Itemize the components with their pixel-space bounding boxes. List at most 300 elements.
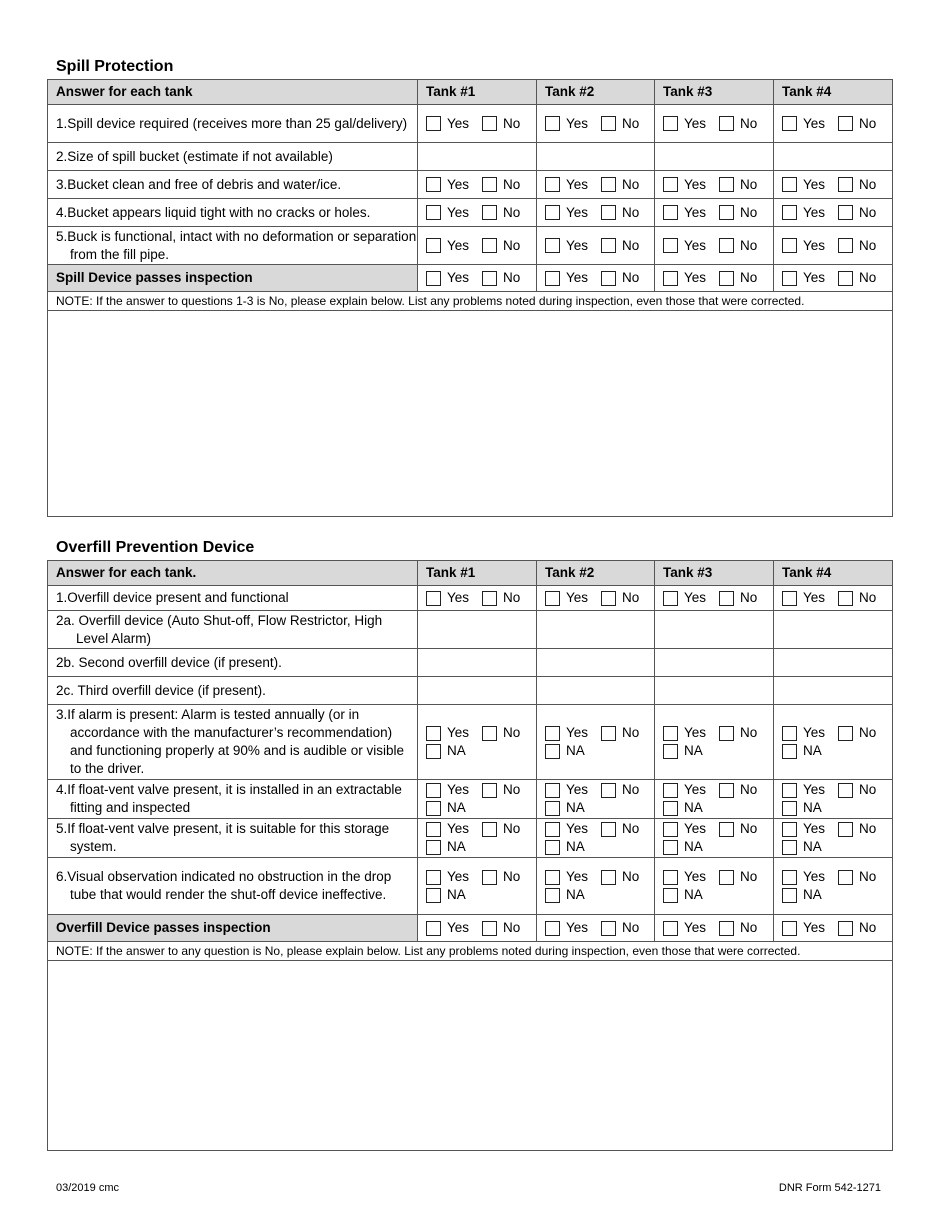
no-checkbox[interactable] bbox=[719, 591, 734, 606]
yes-label: Yes bbox=[566, 237, 589, 253]
question-label: Third overfill device (if present). bbox=[77, 682, 266, 698]
no-checkbox[interactable] bbox=[601, 205, 616, 220]
tank-3-answer-cell bbox=[655, 143, 774, 171]
question-label: Visual observation indicated no obstruction in the drop tube that would render the shut-off device ineffective. bbox=[67, 869, 392, 902]
yes-checkbox[interactable] bbox=[426, 726, 441, 741]
no-label: No bbox=[503, 782, 521, 797]
yes-no-options bbox=[545, 724, 654, 742]
yes-no-options bbox=[782, 204, 892, 222]
yes-label: Yes bbox=[803, 176, 826, 192]
no-checkbox[interactable] bbox=[482, 238, 497, 253]
tank-3-answer-cell bbox=[655, 199, 774, 227]
spill-explanation-row bbox=[48, 311, 893, 517]
tank-2-passes-answer-cell bbox=[537, 265, 655, 292]
yes-checkbox[interactable] bbox=[426, 205, 441, 220]
question-number: 1. bbox=[56, 590, 68, 605]
yes-no-options bbox=[426, 868, 536, 886]
yes-checkbox[interactable] bbox=[782, 271, 797, 286]
no-checkbox[interactable] bbox=[601, 726, 616, 741]
yes-checkbox[interactable] bbox=[545, 177, 560, 192]
na-checkbox[interactable] bbox=[426, 801, 441, 816]
no-checkbox[interactable] bbox=[719, 116, 734, 131]
no-checkbox[interactable] bbox=[601, 177, 616, 192]
yes-checkbox[interactable] bbox=[782, 177, 797, 192]
no-checkbox[interactable] bbox=[601, 116, 616, 131]
yes-no-options bbox=[426, 176, 536, 194]
no-checkbox[interactable] bbox=[838, 116, 853, 131]
no-label: No bbox=[622, 920, 640, 935]
na-label: NA bbox=[447, 800, 466, 815]
no-label: No bbox=[740, 725, 758, 740]
question-label: If alarm is present: Alarm is tested annually (or in accordance with the manufacturer’s recommendation) and functioning properly at 90% and is audible or visible to the driver. bbox=[67, 707, 404, 776]
tank-1-answer-cell bbox=[418, 586, 537, 611]
yes-no-options bbox=[545, 781, 654, 799]
yes-checkbox[interactable] bbox=[782, 726, 797, 741]
tank-2-answer-cell bbox=[537, 858, 655, 915]
na-option bbox=[782, 799, 892, 817]
question-text bbox=[56, 589, 417, 607]
no-checkbox[interactable] bbox=[838, 783, 853, 798]
question-label: If float-vent valve present, it is installed in an extractable fitting and inspected bbox=[67, 782, 402, 815]
question-cell bbox=[48, 705, 418, 780]
na-option bbox=[663, 799, 773, 817]
tank-4-passes-answer-cell bbox=[774, 915, 893, 942]
no-checkbox[interactable] bbox=[601, 783, 616, 798]
overfill-question-row bbox=[48, 819, 893, 858]
overfill-explanation-row bbox=[48, 961, 893, 1151]
tank-4-answer-cell bbox=[774, 171, 893, 199]
question-number: 5. bbox=[56, 228, 68, 244]
no-label: No bbox=[740, 782, 758, 797]
no-checkbox[interactable] bbox=[838, 921, 853, 936]
yes-checkbox[interactable] bbox=[426, 238, 441, 253]
question-cell bbox=[48, 649, 418, 677]
no-checkbox[interactable] bbox=[838, 822, 853, 837]
no-label: No bbox=[503, 237, 521, 253]
yes-no-options bbox=[782, 176, 892, 194]
question-text bbox=[56, 781, 417, 817]
yes-label: Yes bbox=[684, 821, 707, 836]
question-text bbox=[56, 820, 417, 856]
no-checkbox[interactable] bbox=[601, 822, 616, 837]
spill-question-row bbox=[48, 105, 893, 143]
yes-label: Yes bbox=[684, 115, 707, 131]
question-cell bbox=[48, 611, 418, 649]
yes-label: Yes bbox=[447, 204, 470, 220]
no-checkbox[interactable] bbox=[719, 271, 734, 286]
tank-1-answer-cell bbox=[418, 199, 537, 227]
yes-no-options bbox=[663, 781, 773, 799]
na-label: NA bbox=[803, 887, 822, 902]
question-cell bbox=[48, 677, 418, 705]
yes-label: Yes bbox=[684, 782, 707, 797]
yes-checkbox[interactable] bbox=[545, 205, 560, 220]
tank-2-answer-cell bbox=[537, 705, 655, 780]
no-checkbox[interactable] bbox=[482, 783, 497, 798]
yes-label: Yes bbox=[447, 920, 470, 935]
yes-checkbox[interactable] bbox=[782, 238, 797, 253]
yes-label: Yes bbox=[684, 725, 707, 740]
passes-inspection-label: Spill Device passes inspection bbox=[48, 265, 418, 292]
no-label: No bbox=[859, 590, 877, 605]
no-label: No bbox=[622, 590, 640, 605]
overfill-question-row bbox=[48, 858, 893, 915]
tank-2-answer-cell bbox=[537, 649, 655, 677]
question-text bbox=[56, 115, 417, 133]
no-checkbox[interactable] bbox=[719, 921, 734, 936]
yes-no-options bbox=[782, 919, 892, 937]
yes-no-options bbox=[663, 204, 773, 222]
yes-checkbox[interactable] bbox=[663, 271, 678, 286]
yes-no-options bbox=[426, 269, 536, 287]
no-checkbox[interactable] bbox=[719, 783, 734, 798]
no-checkbox[interactable] bbox=[719, 238, 734, 253]
yes-no-options bbox=[782, 724, 892, 742]
yes-label: Yes bbox=[447, 725, 470, 740]
explanation-note: NOTE: If the answer to any question is No, please explain below. List any problems noted during inspection, even those that were corrected. bbox=[48, 942, 893, 961]
yes-no-options bbox=[782, 269, 892, 287]
explanation-note: NOTE: If the answer to questions 1-3 is No, please explain below. List any problems noted during inspection, even those that were corrected. bbox=[48, 292, 893, 311]
na-checkbox[interactable] bbox=[782, 888, 797, 903]
na-checkbox[interactable] bbox=[782, 801, 797, 816]
no-checkbox[interactable] bbox=[838, 726, 853, 741]
no-checkbox[interactable] bbox=[482, 116, 497, 131]
tank-3-column-header: Tank #3 bbox=[655, 80, 774, 105]
no-label: No bbox=[622, 115, 640, 131]
no-label: No bbox=[859, 782, 877, 797]
question-cell bbox=[48, 780, 418, 819]
no-checkbox[interactable] bbox=[719, 177, 734, 192]
question-number: 2. bbox=[56, 148, 68, 164]
no-checkbox[interactable] bbox=[482, 921, 497, 936]
yes-checkbox[interactable] bbox=[782, 205, 797, 220]
tank-4-answer-cell bbox=[774, 199, 893, 227]
yes-no-options bbox=[663, 919, 773, 937]
question-number: 3. bbox=[56, 707, 68, 722]
no-checkbox[interactable] bbox=[482, 726, 497, 741]
tank-4-passes-answer-cell bbox=[774, 265, 893, 292]
yes-checkbox[interactable] bbox=[426, 870, 441, 885]
tank-1-answer-cell bbox=[418, 171, 537, 199]
yes-checkbox[interactable] bbox=[663, 921, 678, 936]
yes-checkbox[interactable] bbox=[663, 591, 678, 606]
footer-date: 03/2019 cmc bbox=[56, 1182, 119, 1194]
spill-question-row bbox=[48, 227, 893, 265]
yes-label: Yes bbox=[447, 237, 470, 253]
question-label: Overfill device (Auto Shut-off, Flow Restrictor, High Level Alarm) bbox=[76, 612, 383, 646]
no-checkbox[interactable] bbox=[482, 177, 497, 192]
question-text bbox=[56, 148, 417, 166]
no-checkbox[interactable] bbox=[719, 205, 734, 220]
tank-1-passes-answer-cell bbox=[418, 265, 537, 292]
na-label: NA bbox=[566, 800, 585, 815]
na-checkbox[interactable] bbox=[426, 744, 441, 759]
yes-label: Yes bbox=[566, 204, 589, 220]
no-checkbox[interactable] bbox=[601, 921, 616, 936]
na-checkbox[interactable] bbox=[545, 840, 560, 855]
yes-no-options bbox=[426, 589, 536, 607]
tank-1-answer-cell bbox=[418, 105, 537, 143]
no-checkbox[interactable] bbox=[482, 205, 497, 220]
yes-no-options bbox=[426, 115, 536, 133]
yes-checkbox[interactable] bbox=[545, 591, 560, 606]
overfill-question-row bbox=[48, 611, 893, 649]
na-label: NA bbox=[684, 839, 703, 854]
yes-label: Yes bbox=[566, 725, 589, 740]
no-checkbox[interactable] bbox=[601, 238, 616, 253]
footer-form-number: DNR Form 542-1271 bbox=[778, 1182, 881, 1194]
question-text bbox=[56, 682, 417, 700]
spill-question-row bbox=[48, 143, 893, 171]
question-column-header: Answer for each tank. bbox=[48, 561, 418, 586]
na-checkbox[interactable] bbox=[782, 744, 797, 759]
overfill-section-title: Overfill Prevention Device bbox=[56, 539, 255, 556]
tank-3-answer-cell bbox=[655, 705, 774, 780]
yes-checkbox[interactable] bbox=[545, 116, 560, 131]
no-checkbox[interactable] bbox=[601, 870, 616, 885]
tank-4-answer-cell bbox=[774, 586, 893, 611]
na-checkbox[interactable] bbox=[545, 801, 560, 816]
question-text bbox=[56, 654, 417, 672]
na-label: NA bbox=[447, 887, 466, 902]
na-checkbox[interactable] bbox=[663, 744, 678, 759]
tank-1-answer-cell bbox=[418, 780, 537, 819]
no-label: No bbox=[622, 270, 640, 285]
na-label: NA bbox=[803, 839, 822, 854]
no-checkbox[interactable] bbox=[482, 271, 497, 286]
yes-label: Yes bbox=[447, 821, 470, 836]
na-checkbox[interactable] bbox=[545, 744, 560, 759]
yes-checkbox[interactable] bbox=[663, 726, 678, 741]
yes-no-options bbox=[663, 868, 773, 886]
tank-3-answer-cell bbox=[655, 819, 774, 858]
na-option bbox=[663, 886, 773, 904]
na-checkbox[interactable] bbox=[663, 888, 678, 903]
yes-checkbox[interactable] bbox=[545, 271, 560, 286]
yes-checkbox[interactable] bbox=[545, 870, 560, 885]
yes-checkbox[interactable] bbox=[663, 177, 678, 192]
no-label: No bbox=[740, 204, 758, 220]
no-checkbox[interactable] bbox=[482, 591, 497, 606]
explanation-textarea[interactable] bbox=[48, 961, 893, 1151]
na-checkbox[interactable] bbox=[663, 840, 678, 855]
na-checkbox[interactable] bbox=[782, 840, 797, 855]
question-label: Overfill device present and functional bbox=[67, 590, 289, 605]
na-checkbox[interactable] bbox=[426, 840, 441, 855]
yes-checkbox[interactable] bbox=[782, 116, 797, 131]
no-label: No bbox=[859, 920, 877, 935]
yes-checkbox[interactable] bbox=[782, 783, 797, 798]
no-label: No bbox=[740, 590, 758, 605]
yes-no-options bbox=[545, 204, 654, 222]
question-text bbox=[56, 612, 417, 648]
no-checkbox[interactable] bbox=[719, 870, 734, 885]
spill-question-row bbox=[48, 171, 893, 199]
tank-1-answer-cell bbox=[418, 611, 537, 649]
tank-3-answer-cell bbox=[655, 649, 774, 677]
yes-label: Yes bbox=[803, 821, 826, 836]
question-number: 5. bbox=[56, 821, 68, 836]
yes-no-options bbox=[545, 176, 654, 194]
yes-label: Yes bbox=[566, 782, 589, 797]
tank-2-column-header: Tank #2 bbox=[537, 561, 655, 586]
no-label: No bbox=[859, 204, 877, 220]
no-label: No bbox=[859, 115, 877, 131]
yes-label: Yes bbox=[803, 204, 826, 220]
yes-checkbox[interactable] bbox=[663, 783, 678, 798]
yes-checkbox[interactable] bbox=[426, 116, 441, 131]
yes-label: Yes bbox=[684, 270, 707, 285]
yes-checkbox[interactable] bbox=[545, 822, 560, 837]
yes-checkbox[interactable] bbox=[545, 783, 560, 798]
na-checkbox[interactable] bbox=[426, 888, 441, 903]
yes-checkbox[interactable] bbox=[663, 205, 678, 220]
na-checkbox[interactable] bbox=[545, 888, 560, 903]
question-number: 2a. bbox=[56, 612, 75, 628]
tank-3-answer-cell bbox=[655, 171, 774, 199]
na-label: NA bbox=[447, 839, 466, 854]
no-label: No bbox=[622, 204, 640, 220]
yes-no-options bbox=[663, 820, 773, 838]
no-checkbox[interactable] bbox=[838, 591, 853, 606]
no-label: No bbox=[622, 869, 640, 884]
no-checkbox[interactable] bbox=[601, 591, 616, 606]
tank-1-answer-cell bbox=[418, 819, 537, 858]
yes-label: Yes bbox=[566, 869, 589, 884]
na-option bbox=[663, 838, 773, 856]
no-label: No bbox=[622, 782, 640, 797]
no-checkbox[interactable] bbox=[601, 271, 616, 286]
no-label: No bbox=[503, 821, 521, 836]
passes-inspection-label: Overfill Device passes inspection bbox=[48, 915, 418, 942]
no-checkbox[interactable] bbox=[838, 205, 853, 220]
yes-checkbox[interactable] bbox=[426, 822, 441, 837]
yes-no-options bbox=[426, 919, 536, 937]
yes-checkbox[interactable] bbox=[426, 591, 441, 606]
yes-checkbox[interactable] bbox=[663, 238, 678, 253]
na-option bbox=[545, 799, 654, 817]
na-label: NA bbox=[684, 800, 703, 815]
na-option bbox=[782, 886, 892, 904]
yes-no-options bbox=[426, 820, 536, 838]
tank-2-column-header: Tank #2 bbox=[537, 80, 655, 105]
na-option bbox=[545, 886, 654, 904]
spill-section-title: Spill Protection bbox=[56, 58, 174, 75]
tank-2-passes-answer-cell bbox=[537, 915, 655, 942]
no-label: No bbox=[859, 270, 877, 285]
yes-checkbox[interactable] bbox=[782, 822, 797, 837]
yes-label: Yes bbox=[803, 869, 826, 884]
yes-checkbox[interactable] bbox=[426, 271, 441, 286]
no-checkbox[interactable] bbox=[482, 822, 497, 837]
no-label: No bbox=[859, 725, 877, 740]
tank-3-column-header: Tank #3 bbox=[655, 561, 774, 586]
yes-checkbox[interactable] bbox=[545, 238, 560, 253]
question-text bbox=[56, 706, 417, 778]
yes-checkbox[interactable] bbox=[663, 870, 678, 885]
tank-4-answer-cell bbox=[774, 227, 893, 265]
question-label: Buck is functional, intact with no deformation or separation from the fill pipe. bbox=[67, 228, 417, 262]
na-option bbox=[426, 838, 536, 856]
no-checkbox[interactable] bbox=[838, 271, 853, 286]
yes-label: Yes bbox=[447, 782, 470, 797]
yes-no-options bbox=[663, 115, 773, 133]
question-number: 6. bbox=[56, 869, 68, 884]
tank-1-answer-cell bbox=[418, 705, 537, 780]
overfill-question-row bbox=[48, 677, 893, 705]
yes-label: Yes bbox=[447, 270, 470, 285]
na-label: NA bbox=[566, 743, 585, 758]
tank-3-answer-cell bbox=[655, 858, 774, 915]
no-label: No bbox=[503, 176, 521, 192]
tank-3-answer-cell bbox=[655, 780, 774, 819]
yes-label: Yes bbox=[447, 590, 470, 605]
yes-checkbox[interactable] bbox=[545, 726, 560, 741]
no-label: No bbox=[503, 115, 521, 131]
yes-checkbox[interactable] bbox=[426, 783, 441, 798]
overfill-header-row bbox=[48, 561, 893, 586]
tank-2-answer-cell bbox=[537, 677, 655, 705]
no-checkbox[interactable] bbox=[838, 870, 853, 885]
no-checkbox[interactable] bbox=[838, 177, 853, 192]
tank-3-answer-cell bbox=[655, 611, 774, 649]
question-number: 3. bbox=[56, 176, 68, 192]
no-label: No bbox=[740, 869, 758, 884]
spill-question-row bbox=[48, 199, 893, 227]
yes-checkbox[interactable] bbox=[545, 921, 560, 936]
tank-2-answer-cell bbox=[537, 143, 655, 171]
no-checkbox[interactable] bbox=[719, 822, 734, 837]
na-option bbox=[426, 886, 536, 904]
question-label: Second overfill device (if present). bbox=[78, 654, 282, 670]
yes-checkbox[interactable] bbox=[663, 116, 678, 131]
tank-4-answer-cell bbox=[774, 143, 893, 171]
question-text bbox=[56, 868, 417, 904]
yes-label: Yes bbox=[684, 920, 707, 935]
tank-3-passes-answer-cell bbox=[655, 915, 774, 942]
no-label: No bbox=[859, 176, 877, 192]
no-checkbox[interactable] bbox=[719, 726, 734, 741]
na-label: NA bbox=[447, 743, 466, 758]
question-text bbox=[56, 176, 417, 194]
yes-checkbox[interactable] bbox=[426, 177, 441, 192]
na-checkbox[interactable] bbox=[663, 801, 678, 816]
yes-checkbox[interactable] bbox=[782, 591, 797, 606]
na-label: NA bbox=[684, 743, 703, 758]
tank-3-answer-cell bbox=[655, 105, 774, 143]
na-label: NA bbox=[803, 743, 822, 758]
yes-no-options bbox=[545, 919, 654, 937]
tank-2-answer-cell bbox=[537, 105, 655, 143]
no-label: No bbox=[859, 821, 877, 836]
yes-checkbox[interactable] bbox=[426, 921, 441, 936]
yes-checkbox[interactable] bbox=[782, 870, 797, 885]
tank-1-answer-cell bbox=[418, 649, 537, 677]
na-option bbox=[782, 742, 892, 760]
na-label: NA bbox=[566, 887, 585, 902]
no-checkbox[interactable] bbox=[482, 870, 497, 885]
yes-checkbox[interactable] bbox=[782, 921, 797, 936]
yes-label: Yes bbox=[684, 869, 707, 884]
no-checkbox[interactable] bbox=[838, 238, 853, 253]
explanation-textarea[interactable] bbox=[48, 311, 893, 517]
yes-no-options bbox=[545, 589, 654, 607]
yes-no-options bbox=[426, 237, 536, 255]
yes-checkbox[interactable] bbox=[663, 822, 678, 837]
overfill-table bbox=[47, 560, 893, 1151]
yes-label: Yes bbox=[566, 176, 589, 192]
tank-1-answer-cell bbox=[418, 227, 537, 265]
